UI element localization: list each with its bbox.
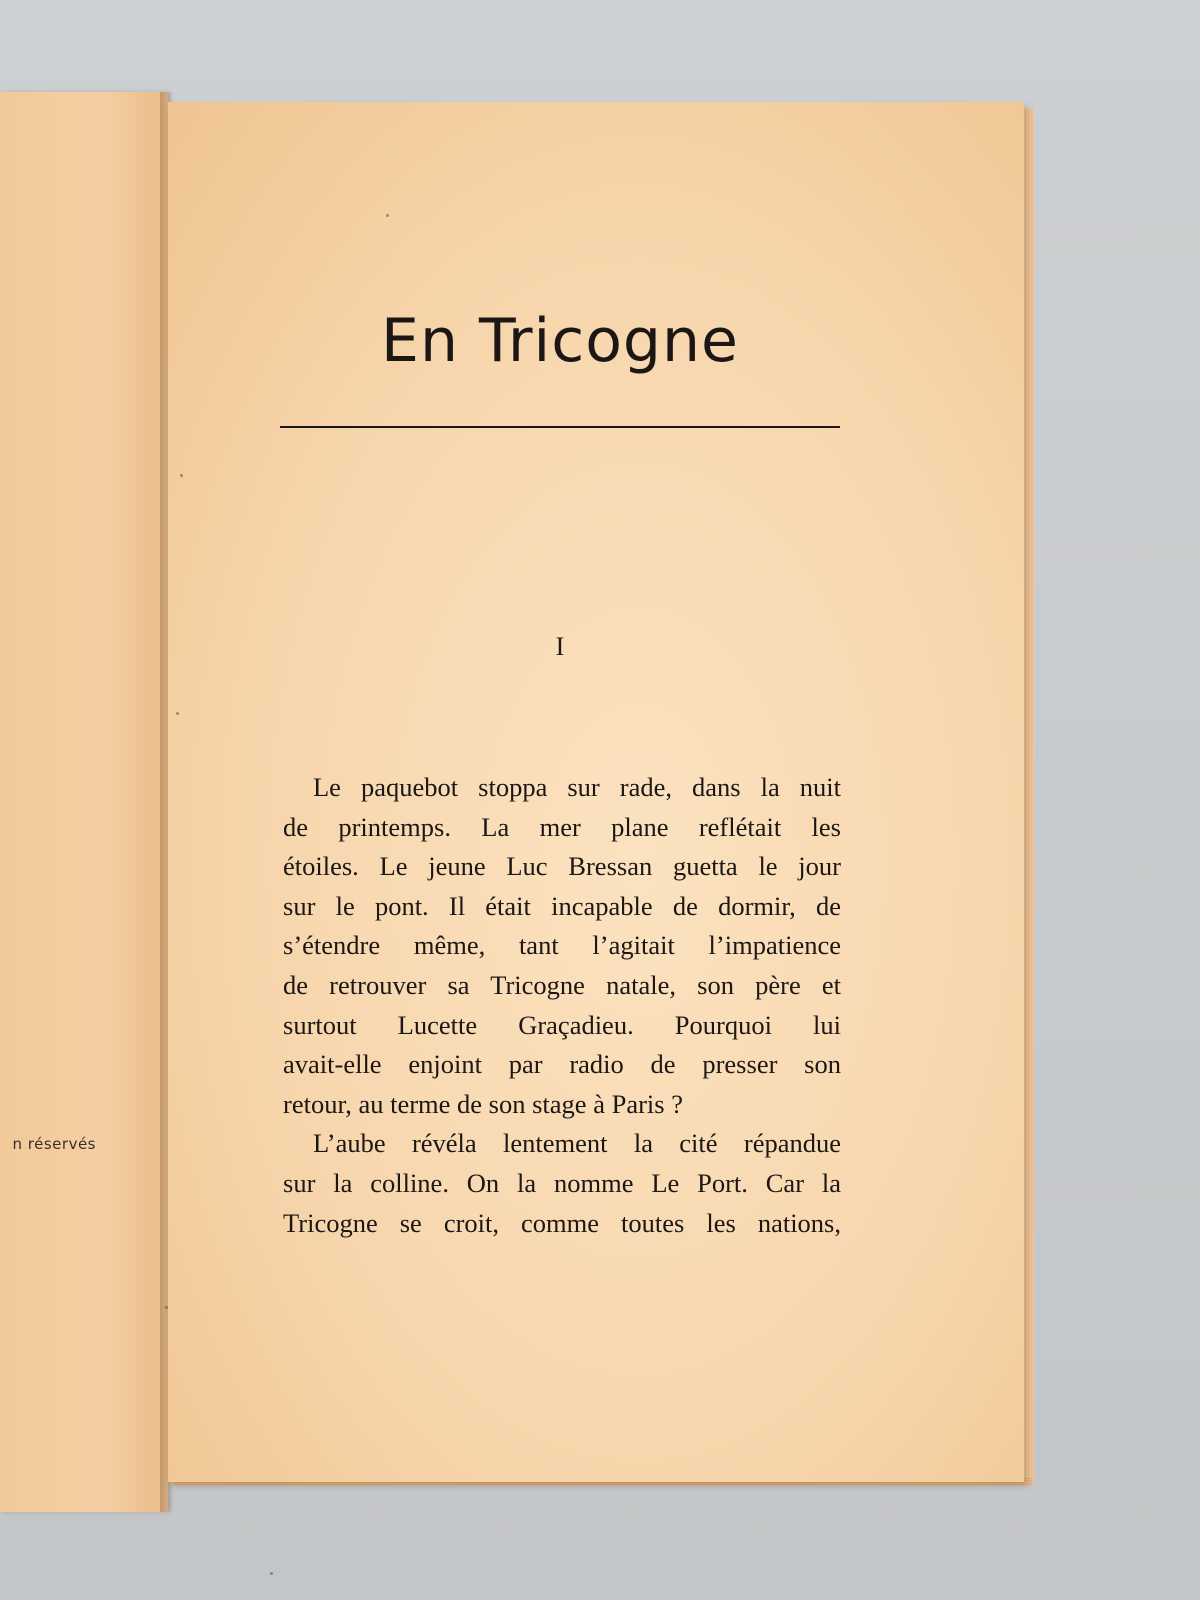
text-line: étoiles. Le jeune Luc Bressan guetta le jour [283,851,841,882]
paper-speck [270,1572,273,1575]
rights-notice-fragment: n réservés [12,1135,96,1153]
text-line: Le paquebot stoppa sur rade, dans la nuit [313,772,841,802]
chapter-number: I [555,632,565,661]
text-line: de retrouver sa Tricogne natale, son père et [283,969,841,1000]
text-line: de printemps. La mer plane reflétait les [283,811,841,842]
paper-speck [165,1306,168,1309]
text-line: L’aube révéla lentement la cité répandue [313,1128,841,1159]
title-divider [280,426,840,428]
paper-speck [176,712,179,715]
paper-speck [386,214,389,217]
text-line: Tricogne se croit, comme toutes les nations, [283,1207,841,1238]
text-line: s’étendre même, tant l’agitait l’impatience [283,930,841,961]
text-line: avait-elle enjoint par radio de presser son [283,1049,841,1080]
text-line: sur la colline. On la nomme Le Port. Car la [283,1167,841,1198]
text-line: sur le pont. Il était incapable de dormir, de [283,890,841,921]
text-line: surtout Lucette Graçadieu. Pourquoi lui [283,1009,841,1040]
body-text [283,768,841,1243]
page-title: En Tricogne [381,306,739,376]
text-line: retour, au terme de son stage à Paris ? [283,1088,683,1119]
left-page [0,92,168,1512]
paper-speck [180,474,183,477]
